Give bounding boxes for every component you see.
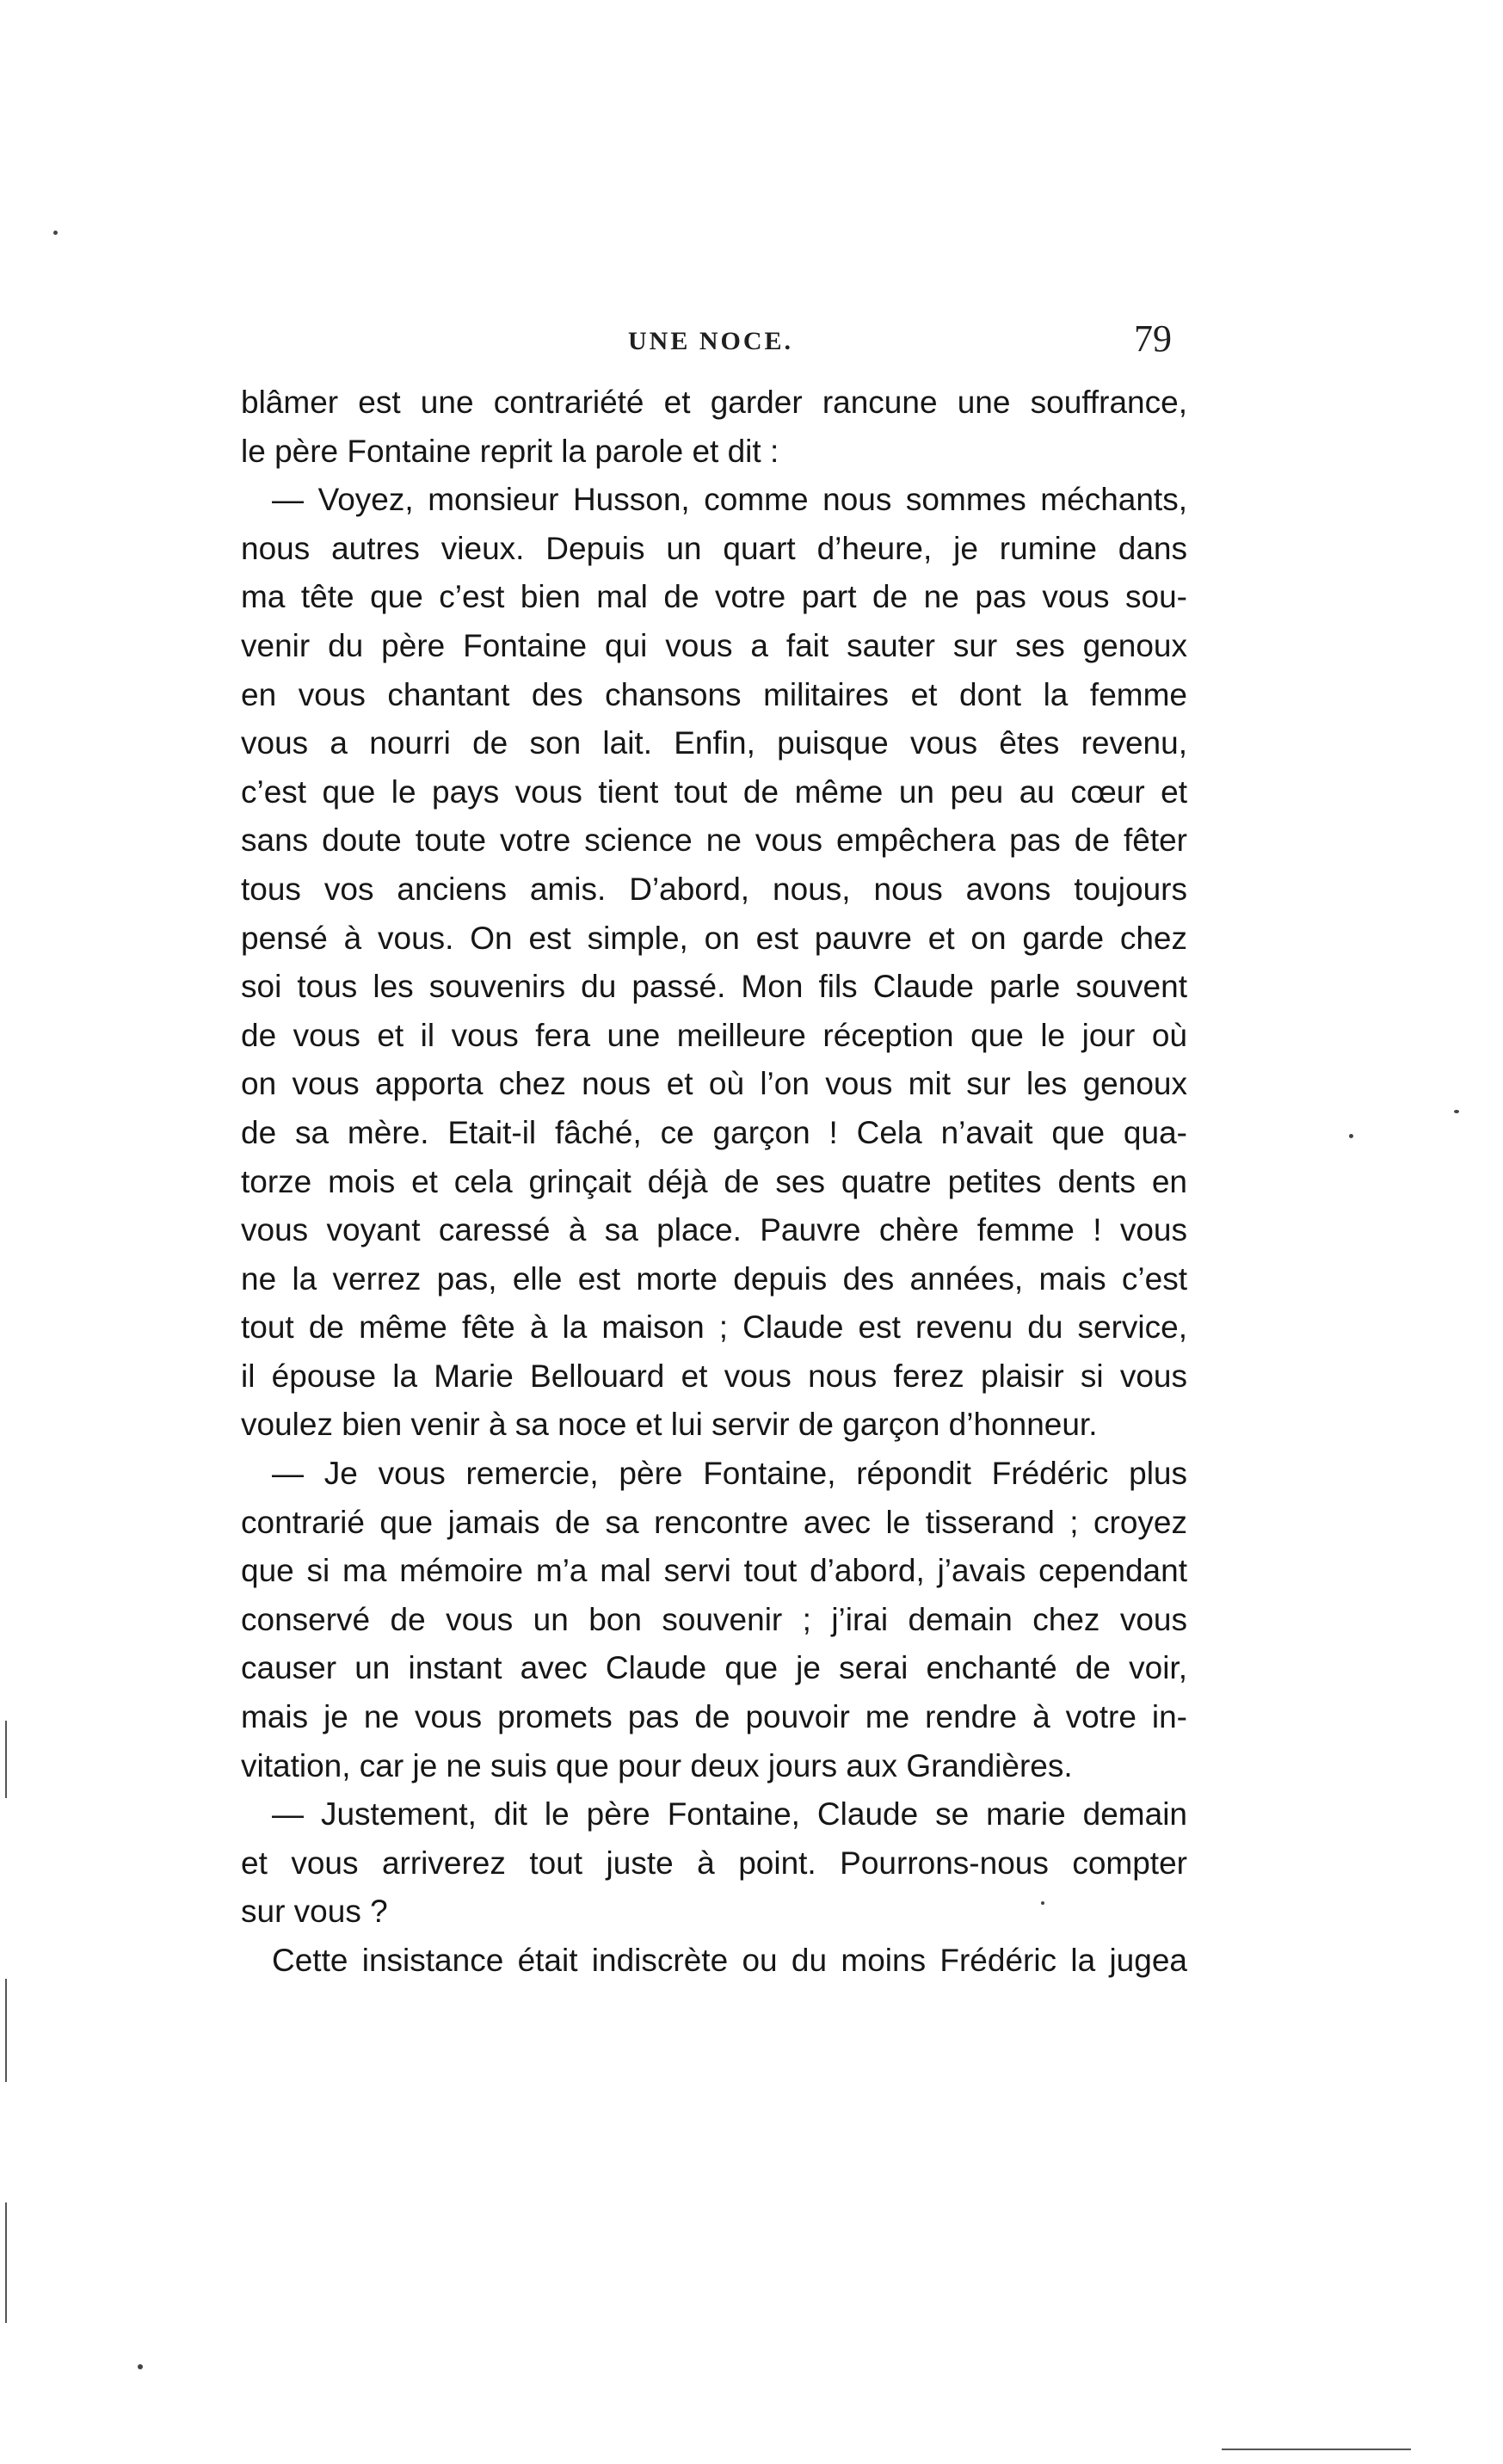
text-line: vous voyant caressé à sa place. Pauvre chère femme ! vous [241,1212,1187,1248]
text-line: de sa mère. Etait-il fâché, ce garçon ! Cela n’avait que qua- [241,1114,1187,1150]
text-line: sur vous ? [241,1894,388,1930]
text-line: vitation, car je ne suis que pour deux jours aux Grandières. [241,1747,1073,1783]
scan-speck [1349,1134,1353,1138]
text-line: soi tous les souvenirs du passé. Mon fils Claude parle souvent [241,969,1187,1005]
text-line: que si ma mémoire m’a mal servi tout d’abord, j’avais cependant [241,1553,1187,1589]
text-line: mais je ne vous promets pas de pouvoir me rendre à votre in- [241,1699,1187,1735]
scan-speck [1041,1901,1044,1905]
text-line: venir du père Fontaine qui vous a fait sauter sur ses genoux [241,627,1187,663]
page-number: 79 [1134,317,1172,360]
scan-edge-mark [1222,2449,1411,2450]
text-line: torze mois et cela grinçait déjà de ses quatre petites dents en [241,1163,1187,1199]
text-line: — Je vous remercie, père Fontaine, répondit Frédéric plus [272,1456,1187,1492]
text-line: ne la verrez pas, elle est morte depuis des années, mais c’est [241,1260,1187,1297]
text-line: causer un instant avec Claude que je serai enchanté de voir, [241,1650,1187,1686]
scan-edge-mark [5,2202,7,2323]
text-line: tout de même fête à la maison ; Claude est revenu du service, [241,1309,1187,1346]
text-line: le père Fontaine reprit la parole et dit : [241,433,779,469]
text-line: pensé à vous. On est simple, on est pauvre et on garde chez [241,920,1187,956]
text-line: en vous chantant des chansons militaires et dont la femme [241,676,1187,712]
text-line: tous vos anciens amis. D’abord, nous, nous avons toujours [241,871,1187,907]
scan-edge-mark [5,1721,7,1798]
text-line: voulez bien venir à sa noce et lui servir de garçon d’honneur. [241,1407,1098,1443]
text-line: nous autres vieux. Depuis un quart d’heure, je rumine dans [241,530,1187,566]
text-line: conservé de vous un bon souvenir ; j’irai demain chez vous [241,1601,1187,1637]
text-line: ma tête que c’est bien mal de votre part de ne pas vous sou- [241,579,1187,615]
text-line: vous a nourri de son lait. Enfin, puisque vous êtes revenu, [241,725,1187,761]
body-text [241,379,1187,1986]
text-line: — Voyez, monsieur Husson, comme nous sommes méchants, [272,482,1187,518]
text-line: de vous et il vous fera une meilleure réception que le jour où [241,1017,1187,1053]
text-line: et vous arriverez tout juste à point. Pourrons-nous compter [241,1845,1187,1881]
text-line: Cette insistance était indiscrète ou du moins Frédéric la jugea [272,1943,1187,1978]
text-line: il épouse la Marie Bellouard et vous nous ferez plaisir si vous [241,1358,1187,1394]
scan-speck [1454,1110,1459,1113]
running-head: UNE NOCE. [628,327,794,355]
text-line: — Justement, dit le père Fontaine, Claude se marie demain [272,1796,1187,1833]
text-line: on vous apporta chez nous et où l’on vous mit sur les genoux [241,1066,1187,1102]
scan-edge-mark [5,1979,7,2082]
text-line: c’est que le pays vous tient tout de même un peu au cœur et [241,773,1187,810]
text-line: sans doute toute votre science ne vous empêchera pas de fêter [241,822,1187,859]
scan-speck [53,231,58,235]
scan-speck [138,2364,143,2369]
text-line: contrarié que jamais de sa rencontre avec le tisserand ; croyez [241,1504,1187,1540]
text-line: blâmer est une contrariété et garder rancune une souffrance, [241,385,1187,420]
